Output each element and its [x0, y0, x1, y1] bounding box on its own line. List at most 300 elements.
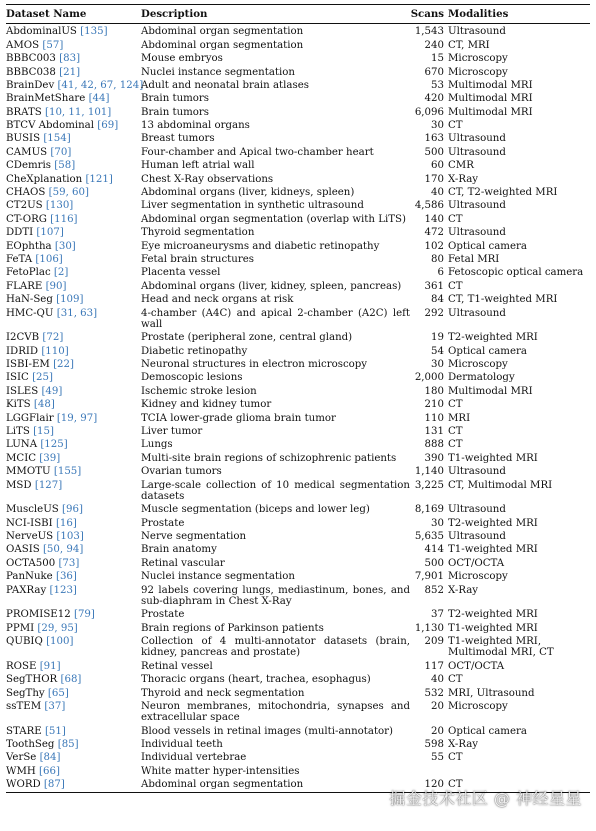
citation-refs[interactable]: [110] [41, 345, 69, 357]
dataset-name-cell [6, 739, 141, 750]
dataset-name: ISLES [6, 385, 39, 397]
description-cell: Liver segmentation in synthetic ultrasound [141, 200, 364, 212]
dataset-name: BTCV Abdominal [6, 120, 95, 132]
modalities-cell: X-Ray [448, 738, 479, 750]
description-cell: Brain regions of Parkinson patients [141, 622, 324, 634]
modalities-cell: Ultrasound [448, 26, 506, 38]
description-cell: Eye microaneurysms and diabetic retinopathy [141, 240, 380, 252]
scans-cell: 170 [424, 173, 444, 185]
description-cell: Thyroid segmentation [141, 227, 255, 239]
scans-cell: 131 [424, 425, 444, 437]
modalities-cell: Microscopy [448, 53, 508, 65]
dataset-name: OASIS [6, 544, 40, 556]
dataset-name-cell [6, 372, 141, 383]
dataset-name: IDRID [6, 345, 39, 357]
modalities-cell: T1-weighted MRI [448, 622, 538, 634]
scans-cell: 598 [424, 738, 444, 750]
modalities-cell: CT [448, 280, 463, 292]
description-cell: Liver tumor [141, 425, 203, 437]
citation-refs[interactable]: [50, 94] [42, 544, 84, 556]
dataset-name-cell [6, 571, 141, 582]
citation-refs[interactable]: [2] [53, 267, 69, 279]
description-cell: Abdominal organs (liver, kidney, spleen, pancreas) [141, 280, 402, 292]
citation-refs[interactable]: [123] [49, 584, 77, 596]
scans-cell: 120 [424, 779, 444, 791]
citation-refs[interactable]: [130] [45, 200, 74, 212]
table-row [6, 385, 590, 398]
citation-refs[interactable]: [103] [56, 531, 84, 542]
dataset-name: DDTI [6, 227, 34, 239]
table-row [6, 425, 590, 438]
description-cell: Large-scale collection of 10 medical segmentation datasets [141, 479, 410, 502]
description-cell: Nuclei instance segmentation [141, 571, 295, 583]
dataset-name: AbdominalUS [6, 26, 77, 38]
modalities-cell: T2-weighted MRI [448, 609, 538, 621]
description-cell: Ovarian tumors [141, 466, 222, 478]
citation-refs[interactable]: [29, 95] [37, 622, 78, 634]
dataset-name: LUNA [6, 439, 38, 451]
dataset-name: MMOTU [6, 466, 51, 478]
scans-cell: 390 [424, 452, 444, 464]
table-row [6, 751, 590, 764]
dataset-name-cell [6, 386, 141, 397]
modalities-cell: Ultrasound [448, 227, 506, 239]
dataset-name-cell [6, 504, 141, 515]
citation-refs[interactable]: [91] [39, 660, 61, 672]
dataset-name-cell [6, 53, 141, 64]
header-scans: Scans [410, 8, 444, 20]
description-cell: Kidney and kidney tumor [141, 399, 272, 411]
table-row [6, 530, 590, 543]
citation-refs[interactable]: [16] [55, 517, 77, 529]
table-row [6, 452, 590, 465]
scans-cell: 210 [424, 399, 444, 411]
description-cell: Retinal vascular [141, 557, 225, 569]
description-cell: Brain tumors [141, 93, 210, 105]
table-row [6, 622, 590, 635]
dataset-name: WORD [6, 779, 41, 791]
description-cell: Ischemic stroke lesion [141, 385, 257, 397]
modalities-cell: OCT/OCTA [448, 660, 505, 672]
scans-cell: 60 [431, 160, 444, 172]
modalities-cell: CT [448, 439, 463, 451]
dataset-name-cell [6, 26, 141, 37]
citation-refs[interactable]: [49] [41, 385, 63, 397]
description-cell: Individual vertebrae [141, 752, 247, 764]
dataset-name-cell [6, 399, 141, 410]
modalities-cell: Multimodal MRI [448, 79, 533, 91]
modalities-cell: CT [448, 674, 463, 686]
scans-cell: 20 [431, 725, 444, 737]
table-row [6, 686, 590, 699]
scans-cell: 888 [424, 439, 444, 451]
table-row [6, 240, 590, 253]
scans-cell: 3,225 [414, 479, 444, 491]
header-description: Description [141, 8, 208, 20]
modalities-cell: Ultrasound [448, 531, 506, 542]
dataset-name-cell [6, 120, 141, 131]
modalities-cell: Fetal MRI [448, 253, 500, 265]
table-row [6, 725, 590, 738]
citation-refs[interactable]: [73] [58, 557, 80, 569]
citation-refs[interactable]: [44] [88, 93, 110, 105]
description-cell: Prostate [141, 609, 185, 621]
modalities-cell [444, 766, 590, 777]
scans-cell: 84 [431, 294, 444, 306]
citation-refs[interactable]: [70] [50, 146, 72, 158]
dataset-name: WMH [6, 765, 36, 777]
dataset-name-cell [6, 544, 141, 555]
dataset-name-cell [6, 609, 141, 620]
table-row [6, 92, 590, 105]
dataset-name-cell [6, 661, 141, 672]
scans-cell: 670 [424, 66, 444, 78]
table-row [6, 412, 590, 425]
citation-refs[interactable]: [48] [33, 399, 55, 411]
citation-refs[interactable]: [31, 63] [56, 307, 98, 319]
dataset-name-cell [6, 453, 141, 464]
dataset-name-cell [6, 636, 141, 659]
description-cell: Neuronal structures in electron microscopy [141, 359, 368, 371]
scans-cell: 852 [424, 584, 444, 596]
scans-cell: 500 [424, 146, 444, 158]
table-row [6, 186, 590, 199]
table-row [6, 570, 590, 583]
citation-refs[interactable]: [107] [36, 227, 64, 239]
dataset-name: BrainMetShare [6, 93, 86, 105]
dataset-name: CT-ORG [6, 213, 47, 225]
citation-refs[interactable]: [41, 42, 67, 124] [57, 79, 144, 91]
table-row [6, 199, 590, 212]
dataset-name-cell [6, 40, 141, 51]
scans-cell [410, 766, 444, 777]
scans-cell: 1,140 [414, 466, 444, 478]
modalities-cell: Ultrasound [448, 200, 506, 212]
description-cell: 13 abdominal organs [141, 120, 250, 132]
citation-refs[interactable]: [10, 11, 101] [44, 106, 112, 118]
dataset-name: CT2US [6, 200, 43, 212]
citation-refs[interactable]: [51] [44, 725, 66, 737]
dataset-name-cell [6, 623, 141, 634]
dataset-name-cell [6, 241, 141, 252]
scans-cell: 54 [431, 345, 444, 357]
dataset-name: LGGFlair [6, 412, 54, 424]
description-cell: Diabetic retinopathy [141, 345, 248, 357]
description-cell: Head and neck organs at risk [141, 294, 294, 306]
citation-refs[interactable]: [109] [56, 294, 84, 306]
dataset-name: CheXplanation [6, 173, 83, 185]
dataset-name-cell [6, 701, 141, 724]
scans-cell: 8,169 [414, 504, 444, 516]
table-row [6, 438, 590, 451]
scans-cell: 30 [431, 359, 444, 371]
table-row [6, 584, 590, 609]
dataset-name: FLARE [6, 280, 43, 292]
dataset-name-cell [6, 346, 141, 357]
dataset-name-cell [6, 254, 141, 265]
dataset-name-cell [6, 294, 141, 305]
citation-refs[interactable]: [72] [42, 332, 64, 344]
citation-refs[interactable]: [83] [59, 53, 81, 65]
modalities-cell: X-Ray [448, 584, 479, 596]
modalities-cell: MRI, Ultrasound [448, 687, 535, 699]
scans-cell: 40 [431, 187, 444, 199]
citation-refs[interactable]: [100] [46, 636, 74, 648]
dataset-name: STARE [6, 725, 42, 737]
modalities-cell: Microscopy [448, 571, 508, 583]
modalities-cell: Multimodal MRI [448, 106, 533, 118]
table-row [6, 52, 590, 65]
description-cell: Lungs [141, 439, 173, 451]
table-row [6, 213, 590, 226]
scans-cell: 414 [424, 544, 444, 556]
dataset-name: BRATS [6, 106, 42, 118]
table-row [6, 253, 590, 266]
citation-refs[interactable]: [57] [42, 39, 64, 51]
description-cell: Abdominal organ segmentation [141, 779, 304, 791]
description-cell: Prostate [141, 517, 185, 529]
citation-refs[interactable]: [69] [97, 120, 119, 132]
description-cell: Retinal vessel [141, 660, 213, 672]
dataset-name: PAXRay [6, 584, 47, 596]
citation-refs[interactable]: [65] [47, 687, 69, 699]
dataset-name: ToothSeg [6, 738, 55, 750]
dataset-name-cell [6, 93, 141, 104]
citation-refs[interactable]: [87] [43, 779, 65, 791]
description-cell: Thyroid and neck segmentation [141, 687, 305, 699]
scans-cell: 15 [431, 53, 444, 65]
scans-cell: 5,635 [414, 531, 444, 542]
citation-refs[interactable]: [37] [44, 700, 66, 712]
citation-refs[interactable]: [96] [62, 504, 83, 516]
dataset-name: CHAOS [6, 187, 46, 199]
header-modalities: Modalities [448, 8, 509, 20]
citation-refs[interactable]: [85] [57, 738, 79, 750]
description-cell: Adult and neonatal brain atlases [141, 79, 309, 91]
table-row [6, 503, 590, 516]
modalities-cell: Fetoscopic optical camera [448, 267, 584, 279]
table-row [6, 25, 590, 38]
modalities-cell: CT, Multimodal MRI [448, 479, 553, 491]
dataset-name-cell [6, 766, 141, 777]
description-cell: Four-chamber and Apical two-chamber heart [141, 146, 374, 158]
citation-refs[interactable]: [154] [43, 133, 71, 145]
description-cell: Multi-site brain regions of schizophrenic patients [141, 452, 397, 464]
scans-cell: 55 [431, 752, 444, 764]
modalities-cell: Multimodal MRI [448, 93, 533, 105]
table-row [6, 358, 590, 371]
citation-refs[interactable]: [68] [60, 674, 82, 686]
citation-refs[interactable]: [90] [45, 280, 67, 292]
description-cell: Nerve segmentation [141, 531, 247, 542]
citation-refs[interactable]: [59, 60] [48, 187, 89, 199]
scans-cell: 1,543 [414, 26, 444, 38]
scans-cell: 20 [431, 700, 444, 712]
dataset-name-cell [6, 426, 141, 437]
modalities-cell: CT, T1-weighted MRI [448, 294, 558, 306]
modalities-cell: Microscopy [448, 700, 508, 712]
dataset-name-cell [6, 214, 141, 225]
table-row [6, 371, 590, 384]
dataset-name: KiTS [6, 399, 31, 411]
citation-refs[interactable]: [135] [80, 26, 108, 38]
modalities-cell: CT [448, 425, 463, 437]
description-cell: Thoracic organs (heart, trachea, esophagus) [141, 674, 371, 686]
scans-cell: 240 [424, 39, 444, 51]
modalities-cell: X-Ray [448, 173, 479, 185]
scans-cell: 209 [424, 636, 444, 648]
scans-cell: 102 [424, 240, 444, 252]
citation-refs[interactable]: [127] [34, 479, 63, 491]
table-row [6, 608, 590, 621]
table-row [6, 465, 590, 478]
citation-refs[interactable]: [30] [54, 240, 76, 252]
table-row [6, 635, 590, 660]
dataset-name-cell [6, 281, 141, 292]
description-cell: Breast tumors [141, 133, 215, 145]
modalities-cell: Optical camera [448, 725, 527, 737]
dataset-name-cell [6, 518, 141, 529]
table-row [6, 293, 590, 306]
dataset-name-cell [6, 558, 141, 569]
modalities-cell: CT, MRI [448, 39, 490, 51]
table-row [6, 738, 590, 751]
scans-cell: 6,096 [414, 106, 444, 118]
dataset-name: AMOS [6, 39, 40, 51]
dataset-name: MuscleUS [6, 504, 59, 516]
description-cell: Nuclei instance segmentation [141, 66, 295, 78]
modalities-cell: Ultrasound [448, 307, 506, 319]
scans-cell: 117 [424, 660, 444, 672]
dataset-name-cell [6, 531, 141, 542]
citation-refs[interactable]: [22] [53, 359, 74, 371]
dataset-name: CDemris [6, 160, 52, 172]
citation-refs[interactable]: [121] [85, 173, 113, 185]
citation-refs[interactable]: [155] [53, 466, 82, 478]
scans-cell: 7,901 [414, 571, 444, 583]
scans-cell: 532 [424, 687, 444, 699]
table-row [6, 39, 590, 52]
dataset-name: SegTHOR [6, 674, 58, 686]
dataset-name: HaN-Seg [6, 294, 53, 306]
citation-refs[interactable]: [25] [32, 372, 53, 384]
dataset-name-cell [6, 267, 141, 278]
dataset-name: BBBC003 [6, 53, 56, 65]
dataset-name: FetoPlac [6, 267, 51, 279]
description-cell: 92 labels covering lungs, mediastinum, bones, and sub-diaphram in Chest X-Ray [141, 584, 410, 607]
description-cell: Abdominal organ segmentation [141, 26, 304, 38]
table-row [6, 700, 590, 725]
scans-cell: 30 [431, 517, 444, 529]
table-row [6, 132, 590, 145]
scans-cell: 420 [424, 93, 444, 105]
description-cell: Blood vessels in retinal images (multi-annotator) [141, 725, 394, 737]
citation-refs[interactable]: [58] [54, 160, 76, 172]
table-row [6, 79, 590, 92]
modalities-cell: Microscopy [448, 359, 508, 371]
scans-cell: 500 [424, 557, 444, 569]
scans-cell: 4,586 [414, 200, 444, 212]
scans-cell: 30 [431, 120, 444, 132]
dataset-name: CAMUS [6, 146, 48, 158]
scans-cell: 2,000 [414, 372, 444, 384]
dataset-name: PROMISE12 [6, 609, 71, 621]
citation-refs[interactable]: [106] [35, 253, 63, 265]
modalities-cell: Multimodal MRI [448, 385, 533, 397]
description-cell: Demoscopic lesions [141, 372, 243, 384]
dataset-table [6, 4, 590, 793]
dataset-name: OCTA500 [6, 557, 56, 569]
table-row [6, 660, 590, 673]
scans-cell: 37 [431, 609, 444, 621]
dataset-name-cell [6, 752, 141, 763]
modalities-cell: T1-weighted MRI, Multimodal MRI, CT [448, 636, 554, 659]
table-row [6, 331, 590, 344]
watermark: 掘金技术社区 @ 神经星星 [389, 789, 582, 808]
dataset-name-cell [6, 227, 141, 238]
description-cell: Abdominal organ segmentation [141, 39, 304, 51]
modalities-cell: CT [448, 752, 463, 764]
citation-refs[interactable]: [66] [39, 765, 60, 777]
table-row [6, 266, 590, 279]
description-cell: Abdominal organ segmentation (overlap with LiTS) [141, 213, 406, 225]
scans-cell: 180 [424, 385, 444, 397]
table-row [6, 543, 590, 556]
description-cell: Brain tumors [141, 106, 210, 118]
scans-cell: 19 [431, 332, 444, 344]
dataset-name-cell [6, 107, 141, 118]
table-row [6, 226, 590, 239]
dataset-name-cell [6, 67, 141, 78]
citation-refs[interactable]: [79] [73, 609, 95, 621]
scans-cell: 6 [437, 267, 444, 279]
modalities-cell: Dermatology [448, 372, 515, 384]
citation-refs[interactable]: [15] [33, 425, 54, 437]
table-row [6, 557, 590, 570]
citation-refs[interactable]: [21] [59, 66, 81, 78]
citation-refs[interactable]: [19, 97] [56, 412, 98, 424]
dataset-name: PPMI [6, 622, 35, 634]
table-body [6, 24, 590, 792]
description-cell: White matter hyper-intensities [141, 765, 300, 777]
dataset-name: NerveUS [6, 531, 54, 542]
citation-refs[interactable]: [116] [50, 213, 78, 225]
citation-refs[interactable]: [84] [39, 752, 61, 764]
citation-refs[interactable]: [36] [55, 571, 77, 583]
citation-refs[interactable]: [125] [40, 439, 68, 451]
dataset-name: HMC-QU [6, 307, 54, 319]
dataset-name: MSD [6, 479, 32, 491]
modalities-cell: CMR [448, 160, 474, 172]
dataset-name-cell [6, 480, 141, 503]
header-dataset-name: Dataset Name [6, 8, 87, 20]
citation-refs[interactable]: [39] [39, 452, 61, 464]
modalities-cell: Microscopy [448, 66, 508, 78]
table-row [6, 280, 590, 293]
dataset-name-cell [6, 585, 141, 608]
modalities-cell: Ultrasound [448, 146, 506, 158]
dataset-name: ROSE [6, 660, 37, 672]
description-cell: TCIA lower-grade glioma brain tumor [141, 412, 336, 424]
description-cell: Collection of 4 multi-annotator datasets (brain, kidney, pancreas and prostate) [141, 636, 410, 659]
table-row [6, 65, 590, 78]
description-cell: Human left atrial wall [141, 160, 255, 172]
modalities-cell: T2-weighted MRI [448, 517, 538, 529]
modalities-cell: CT, T2-weighted MRI [448, 187, 558, 199]
table-header [6, 5, 590, 23]
dataset-name-cell [6, 200, 141, 211]
dataset-name-cell [6, 147, 141, 158]
